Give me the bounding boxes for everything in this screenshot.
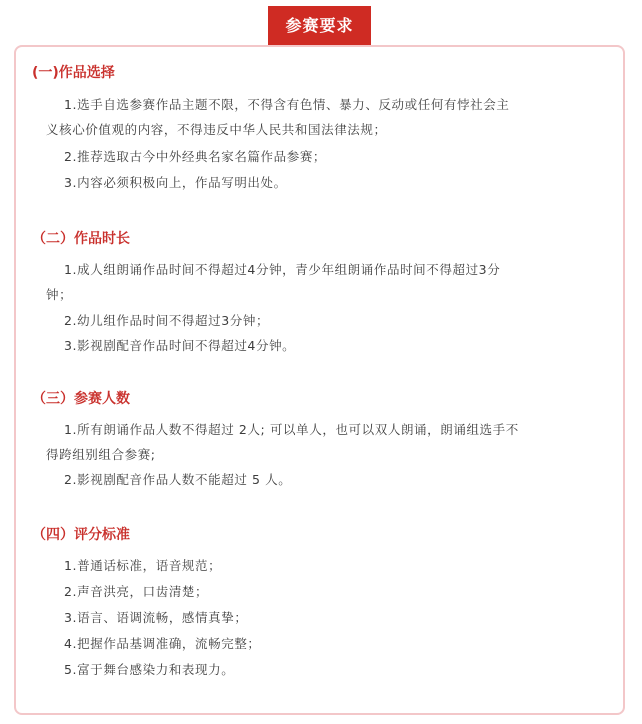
list-item: 2.幼儿组作品时间不得超过3分钟； [64, 313, 270, 328]
list-item: 1.选手自选参赛作品主题不限，不得含有色情、暴力、反动或任何有悖社会主 [64, 97, 510, 112]
list-item-continuation: 得跨组别组合参赛; [46, 447, 156, 462]
list-item-continuation: 义核心价值观的内容，不得违反中华人民共和国法律法规； [46, 122, 387, 137]
list-item-continuation: 钟； [46, 287, 73, 302]
list-item: 4.把握作品基调准确，流畅完整； [64, 636, 261, 651]
list-item: 3.内容必须积极向上，作品写明出处。 [64, 175, 287, 190]
list-item: 5.富于舞台感染力和表现力。 [64, 662, 235, 677]
list-item: 2.推荐选取古今中外经典名家名篇作品参赛； [64, 149, 327, 164]
section-heading-participants: （三）参赛人数 [32, 391, 130, 407]
list-item: 3.语言、语调流畅，感情真挚； [64, 610, 248, 625]
list-item: 2.声音洪亮，口齿清楚； [64, 584, 209, 599]
section-heading-scoring-criteria: （四）评分标准 [32, 527, 130, 543]
list-item: 1.所有朗诵作品人数不得超过 2人; 可以单人，也可以双人朗诵，朗诵组选手不 [64, 422, 519, 437]
list-item: 2.影视剧配音作品人数不能超过 5 人。 [64, 472, 292, 487]
list-item: 3.影视剧配音作品时间不得超过4分钟。 [64, 338, 296, 353]
section-heading-work-duration: （二）作品时长 [32, 231, 130, 247]
section-heading-work-selection: (一)作品选择 [32, 65, 115, 81]
list-item: 1.成人组朗诵作品时间不得超过4分钟，青少年组朗诵作品时间不得超过3分 [64, 262, 501, 277]
page-title: 参赛要求 [268, 6, 371, 45]
list-item: 1.普通话标准，语音规范； [64, 558, 222, 573]
